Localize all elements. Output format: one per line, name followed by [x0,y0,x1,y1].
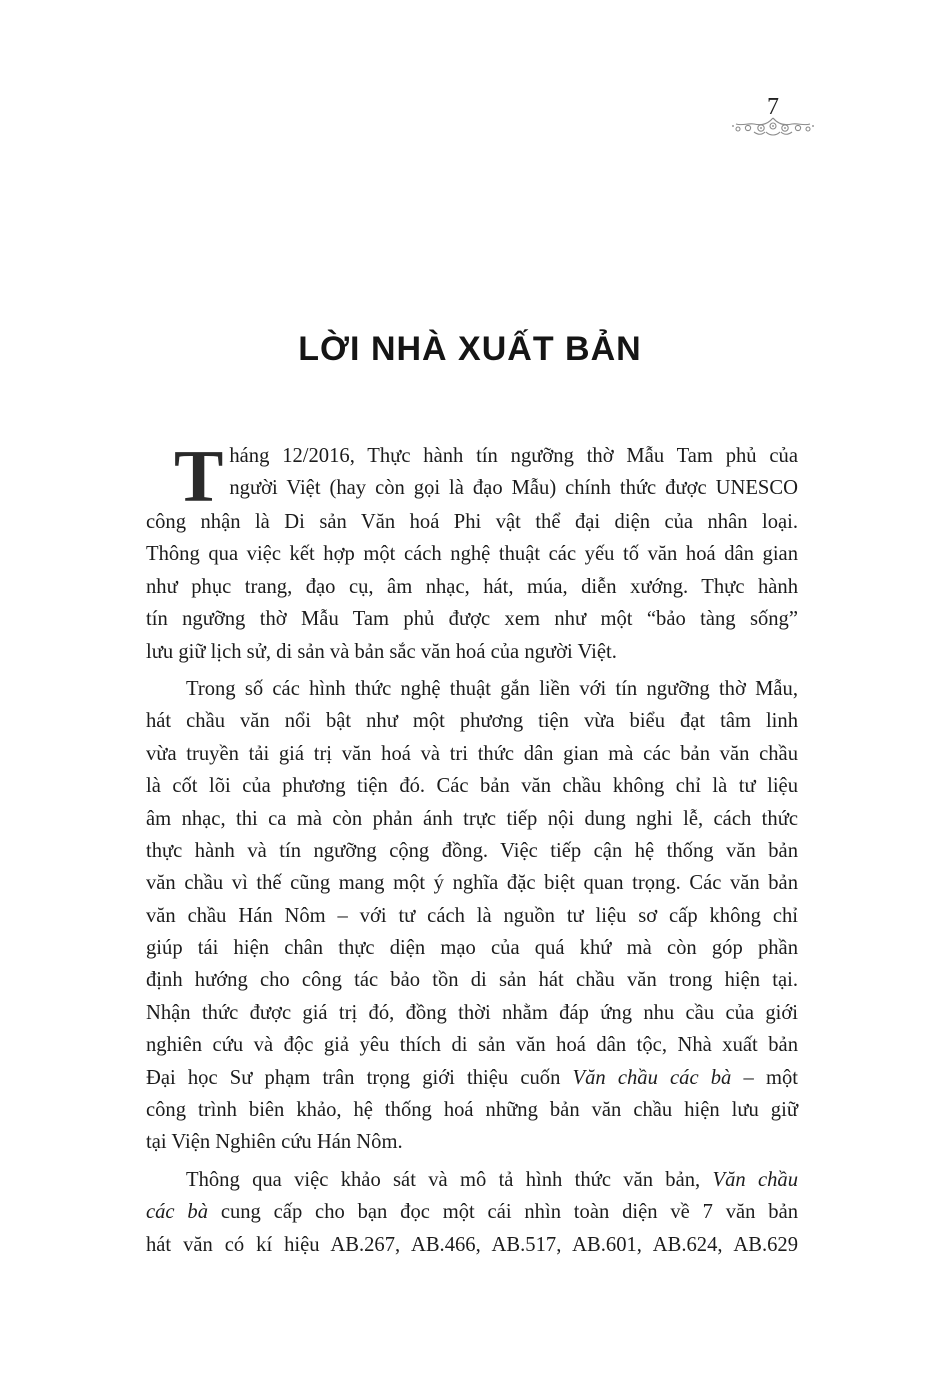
book-title-italic: Văn chầu các bà [572,1066,732,1089]
book-title-italic: Văn chầu [712,1168,799,1191]
text-line: hát văn có kí hiệu AB.267, AB.466, AB.517, AB.601, AB.624, AB.629 [146,1233,798,1256]
paragraph-3 [146,1164,798,1261]
text-line: người Việt (hay còn gọi là đạo Mẫu) chính thức được UNESCO [229,477,798,500]
text-line: tại Viện Nghiên cứu Hán Nôm. [146,1131,403,1154]
text-line: Nhận thức được giá trị đó, đồng thời nhằm đáp ứng nhu cầu của giới [146,1001,798,1024]
text-segment: Thông qua việc khảo sát và mô tả hình thức văn bản, [186,1168,713,1191]
text-line: nghiên cứu và độc giả yêu thích di sản văn hoá dân tộc, Nhà xuất bản [146,1034,798,1057]
text-line: háng 12/2016, Thực hành tín ngưỡng thờ Mẫu Tam phủ của [229,445,798,467]
text-line: Trong số các hình thức nghệ thuật gắn liền với tín ngưỡng thờ Mẫu, [186,677,798,700]
text-line [146,1196,798,1228]
text-line: lưu giữ lịch sử, di sản và bản sắc văn hoá của người Việt. [146,640,617,663]
text-segment: cung cấp cho bạn đọc một cái nhìn toàn diện về 7 văn bản [208,1201,799,1224]
text-line: vừa truyền tải giá trị văn hoá và tri thức dân gian mà các bản văn chầu [146,742,798,765]
text-line: thực hành và tín ngưỡng cộng đồng. Việc tiếp cận hệ thống văn bản [146,839,798,862]
page-title: LỜI NHÀ XUẤT BẢN [298,330,642,368]
text-line [146,1164,798,1196]
text-segment: Đại học Sư phạm trân trọng giới thiệu cuốn [146,1066,573,1089]
page-header [728,94,818,140]
text-line: tín ngưỡng thờ Mẫu Tam phủ được xem như một “bảo tàng sống” [146,608,798,631]
text-line: công trình biên khảo, hệ thống hoá những bản văn chầu hiện lưu giữ [146,1099,798,1122]
text-line: văn chầu vì thế cũng mang một ý nghĩa đặc biệt quan trọng. Các văn bản [146,872,798,895]
text-line: là cốt lõi của phương tiện đó. Các bản văn chầu không chỉ là tư liệu [146,775,798,798]
floral-ornament-icon [728,114,818,138]
text-line: công nhận là Di sản Văn hoá Phi vật thể đại diện của nhân loại. [146,511,798,533]
text-line: như phục trang, đạo cụ, âm nhạc, hát, múa, diễn xướng. Thực hành [146,575,798,598]
text-line: hát chầu văn nổi bật như một phương tiện vừa biểu đạt tâm linh [146,710,798,733]
paragraph-2 [146,673,798,1159]
text-line: Thông qua việc kết hợp một cách nghệ thuật các yếu tố văn hoá dân gian [146,543,798,566]
text-segment: – một [731,1066,798,1089]
text-line: định hướng cho công tác bảo tồn di sản hát chầu văn trong hiện tại. [146,969,798,992]
page-number: 7 [767,94,779,120]
text-line: giúp tái hiện chân thực diện mạo của quá khứ mà còn góp phần [146,937,798,960]
text-line: văn chầu Hán Nôm – với tư cách là nguồn tư liệu sơ cấp không chỉ [146,904,798,927]
book-title-italic: các bà [146,1201,208,1224]
text-line [146,1062,798,1094]
paragraph-1 [146,436,798,668]
drop-cap: T [174,436,224,518]
text-line: âm nhạc, thi ca mà còn phản ánh trực tiếp nội dung nghi lễ, cách thức [146,807,798,830]
body-text [146,436,799,1261]
